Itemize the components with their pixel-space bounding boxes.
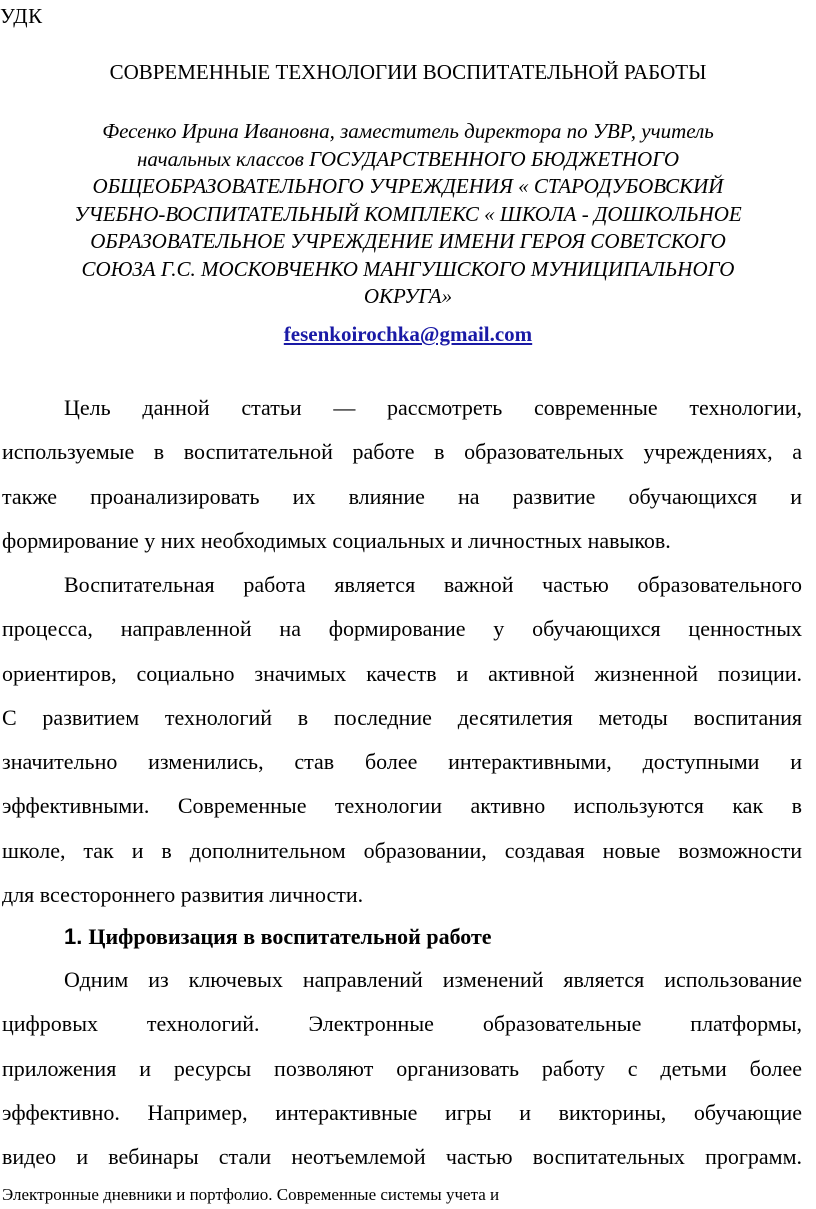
continuation-text: Электронные дневники и портфолио. Современные системы учета и — [2, 1185, 500, 1204]
text-line: формирование у них необходимых социальных и личностных навыков. — [2, 527, 671, 553]
author-line: СОЮЗА Г.С. МОСКОВЧЕНКО МАНГУШСКОГО МУНИЦИПАЛЬНОГО — [81, 256, 735, 281]
paragraph-digitalization — [2, 958, 802, 1179]
text-line: значительно изменились, став более интерактивными, доступными и — [2, 749, 802, 775]
text-line: процесса, направленной на формирование у обучающихся ценностных — [2, 616, 802, 642]
text-line: Воспитательная работа является важной частью образовательного — [64, 572, 802, 597]
author-line: УЧЕБНО-ВОСПИТАТЕЛЬНЫЙ КОМПЛЕКС « ШКОЛА - ДОШКОЛЬНОЕ — [74, 201, 742, 226]
text-line: ориентиров, социально значимых качеств и активной жизненной позиции. — [2, 660, 802, 686]
text-line: также проанализировать их влияние на развитие обучающихся и — [2, 483, 802, 509]
section-heading — [64, 919, 492, 955]
section-number: 1. — [64, 924, 83, 949]
text-line: Цель данной статьи — рассмотреть современные технологии, — [64, 395, 802, 420]
text-line: видео и вебинары стали неотъемлемой частью воспитательных программ. — [2, 1144, 802, 1170]
text-line: используемые в воспитательной работе в образовательных учреждениях, а — [2, 439, 802, 465]
text-line: для всестороннего развития личности. — [2, 882, 364, 908]
author-line: Фесенко Ирина Ивановна, заместитель директора по УВР, учитель — [102, 119, 714, 143]
text-line: эффективно. Например, интерактивные игры и викторины, обучающие — [2, 1099, 802, 1125]
text-line: С развитием технологий в последние десятилетия методы воспитания — [2, 704, 802, 730]
author-line: ОБЩЕОБРАЗОВАТЕЛЬНОГО УЧРЕЖДЕНИЯ « СТАРОДУБОВСКИЙ — [92, 174, 724, 198]
paragraph-intro — [2, 563, 802, 917]
author-line: начальных классов ГОСУДАРСТВЕННОГО БЮДЖЕТНОГО — [136, 146, 680, 171]
text-line: эффективными. Современные технологии активно используются как в — [2, 793, 802, 819]
article-title: СОВРЕМЕННЫЕ ТЕХНОЛОГИИ ВОСПИТАТЕЛЬНОЙ РАБОТЫ — [109, 60, 707, 84]
author-email — [0, 320, 816, 348]
text-line: школе, так и в дополнительном образовании, создавая новые возможности — [2, 837, 802, 863]
author-affiliation — [0, 118, 816, 311]
author-line: ОКРУГА» — [363, 284, 453, 308]
text-line: приложения и ресурсы позволяют организовать работу с детьми более — [2, 1055, 802, 1081]
email-link[interactable]: fesenkoirochka@gmail.com — [283, 322, 533, 346]
author-line: ОБРАЗОВАТЕЛЬНОЕ УЧРЕЖДЕНИЕ ИМЕНИ ГЕРОЯ СОВЕТСКОГО — [90, 229, 726, 253]
paragraph-purpose — [2, 386, 802, 563]
section-title: Цифровизация в воспитательной работе — [88, 924, 492, 949]
text-line: Одним из ключевых направлений изменений является использование — [64, 967, 802, 992]
udk-label: УДК — [0, 4, 43, 28]
text-line: цифровых технологий. Электронные образовательные платформы, — [2, 1011, 802, 1037]
